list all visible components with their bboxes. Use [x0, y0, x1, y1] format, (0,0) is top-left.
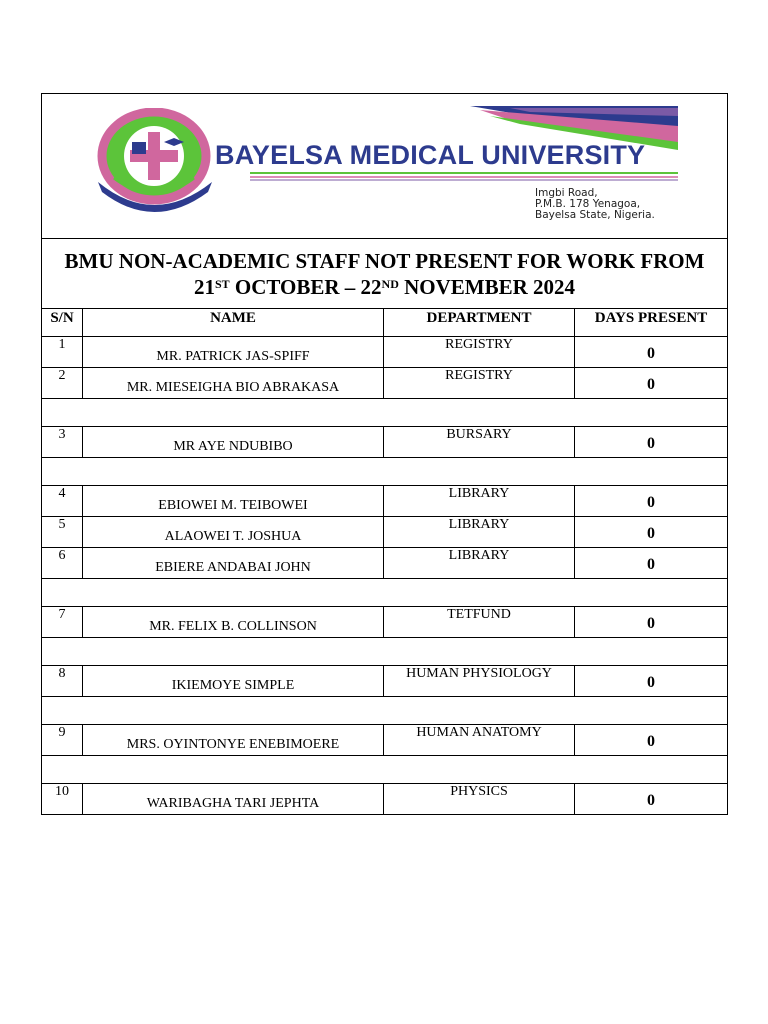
cell-days-present: 0	[575, 607, 728, 638]
cell-sn: 9	[42, 725, 83, 756]
cell-department: TETFUND	[384, 607, 575, 638]
spacer-row	[42, 458, 728, 486]
title-start-day: 21	[193, 274, 215, 299]
cell-department: LIBRARY	[384, 517, 575, 548]
cell-name: MR AYE NDUBIBO	[83, 427, 384, 458]
cell-name: ALAOWEI T. JOSHUA	[83, 517, 384, 548]
cell-days-present: 0	[575, 486, 728, 517]
title-line-1: BMU NON-ACADEMIC STAFF NOT PRESENT FOR WORK FROM	[64, 248, 705, 273]
cell-department: REGISTRY	[384, 337, 575, 368]
cell-days-present: 0	[575, 666, 728, 697]
cell-department: REGISTRY	[384, 368, 575, 399]
title-end: NOVEMBER 2024	[404, 274, 576, 299]
cell-name: MRS. OYINTONYE ENEBIMOERE	[83, 725, 384, 756]
cell-department: PHYSICS	[384, 784, 575, 815]
cell-sn: 10	[42, 784, 83, 815]
cell-sn: 4	[42, 486, 83, 517]
university-seal-logo	[94, 108, 218, 216]
table-row	[42, 427, 728, 458]
address-line: Bayelsa State, Nigeria.	[535, 209, 655, 221]
table-row	[42, 666, 728, 697]
spacer-row	[42, 756, 728, 784]
document-sheet	[41, 93, 727, 815]
university-wordmark: BAYELSA MEDICAL UNIVERSITY	[215, 140, 646, 170]
cell-department: LIBRARY	[384, 548, 575, 579]
cell-department: HUMAN PHYSIOLOGY	[384, 666, 575, 697]
cell-sn: 2	[42, 368, 83, 399]
title-middle: OCTOBER – 22	[234, 274, 382, 299]
cell-department: BURSARY	[384, 427, 575, 458]
university-address	[535, 188, 655, 221]
cell-sn: 1	[42, 337, 83, 368]
cell-days-present: 0	[575, 427, 728, 458]
header-days-present: DAYS PRESENT	[575, 309, 728, 337]
title-start-suffix: ST	[214, 276, 230, 291]
table-row	[42, 784, 728, 815]
cell-name: WARIBAGHA TARI JEPHTA	[83, 784, 384, 815]
header-name: NAME	[83, 309, 384, 337]
cell-name: EBIOWEI M. TEIBOWEI	[83, 486, 384, 517]
cell-name: MR. MIESEIGHA BIO ABRAKASA	[83, 368, 384, 399]
cell-department: LIBRARY	[384, 486, 575, 517]
letterhead	[42, 94, 728, 239]
table-row	[42, 337, 728, 368]
cell-days-present: 0	[575, 548, 728, 579]
cell-sn: 3	[42, 427, 83, 458]
cell-name: EBIERE ANDABAI JOHN	[83, 548, 384, 579]
spacer-row	[42, 697, 728, 725]
table-row	[42, 517, 728, 548]
address-line: P.M.B. 178 Yenagoa,	[535, 198, 641, 210]
cell-sn: 5	[42, 517, 83, 548]
address-line: Imgbi Road,	[535, 187, 598, 199]
cell-name: IKIEMOYE SIMPLE	[83, 666, 384, 697]
table-row	[42, 486, 728, 517]
cell-days-present: 0	[575, 725, 728, 756]
table-row	[42, 368, 728, 399]
cell-sn: 6	[42, 548, 83, 579]
spacer-row	[42, 399, 728, 427]
cell-days-present: 0	[575, 368, 728, 399]
cell-days-present: 0	[575, 784, 728, 815]
table-row	[42, 548, 728, 579]
table-header-row	[42, 309, 728, 337]
cell-name: MR. FELIX B. COLLINSON	[83, 607, 384, 638]
document-title	[42, 239, 728, 309]
cell-department: HUMAN ANATOMY	[384, 725, 575, 756]
cell-sn: 8	[42, 666, 83, 697]
spacer-row	[42, 638, 728, 666]
cell-name: MR. PATRICK JAS-SPIFF	[83, 337, 384, 368]
table-row	[42, 607, 728, 638]
table-row	[42, 725, 728, 756]
header-department: DEPARTMENT	[384, 309, 575, 337]
staff-table	[41, 93, 728, 815]
cell-sn: 7	[42, 607, 83, 638]
title-end-suffix: ND	[381, 276, 399, 291]
header-sn: S/N	[42, 309, 83, 337]
title-line-2	[42, 274, 727, 300]
spacer-row	[42, 579, 728, 607]
cell-days-present: 0	[575, 337, 728, 368]
cell-days-present: 0	[575, 517, 728, 548]
